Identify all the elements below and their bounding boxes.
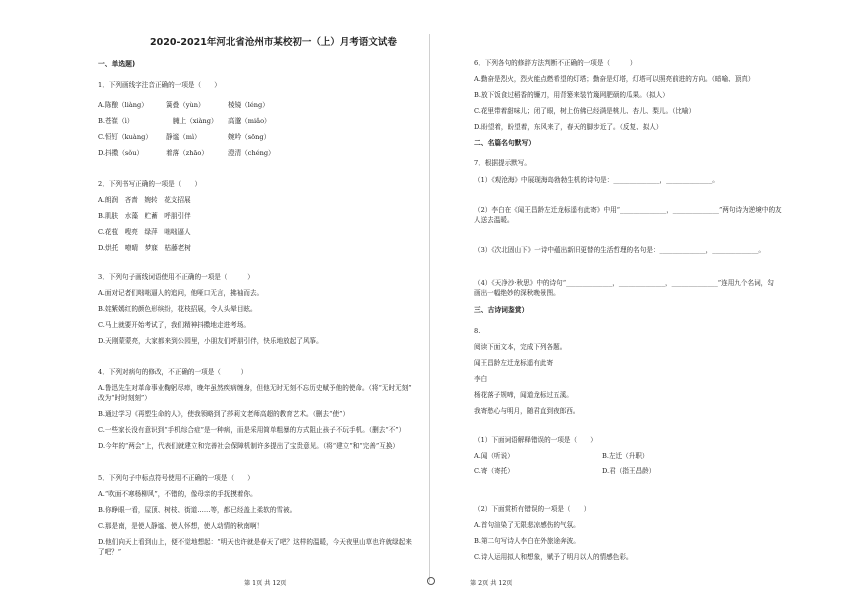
q3-option-a: A.面对记者们咄咄逼人的追问，他哑口无言，拂袖而去。 xyxy=(98,289,264,297)
q5-option-a: A.“吹面不寒杨柳风”，不错的，像母亲的手抚摸着你。 xyxy=(98,490,257,498)
q2-option-d: D.烘托 嘹晴 梦寐 枯藤老树 xyxy=(98,244,191,252)
q1-option-a2: 簧叠（yùn） xyxy=(166,101,205,109)
q7-sub1: （1）《观沧海》中展现海岛勃勃生机的诗句是：______________，______________。 xyxy=(474,176,719,184)
q8-sub2-option-c: C.诗人运用拟人和想象，赋予了明月以人的情感色彩。 xyxy=(474,553,633,561)
q4-option-b: B.通过学习《再塑生命的人》，使我领略到了莎莉文老师高超的教育艺术。（删去“使”） xyxy=(98,410,350,418)
exam-title: 2020-2021年河北省沧州市某校初一（上）月考语文试卷 xyxy=(150,37,397,48)
page-right xyxy=(430,0,860,608)
q8-sub1-option-c: C.寄（寄托） xyxy=(474,467,514,475)
q8-sub1-option-b: B.左迁（升职） xyxy=(602,452,649,460)
q3-option-d: D.天刚蒙蒙亮，大家都来到公园里，小朋友们呼朋引伴，快乐地放起了风筝。 xyxy=(98,337,323,345)
q8-sub2-stem: （2）下面赏析有错误的一项是（ ） xyxy=(474,505,591,513)
q5-stem: 5．下列句子中标点符号使用不正确的一项是（ ） xyxy=(98,474,254,482)
q1-option-b2: 臃上（xiàng） xyxy=(173,117,218,125)
page-number-left: 第 1页 共 12页 xyxy=(244,580,287,587)
q3-option-c: C.马上就要开始考试了，我们精神抖擞地走进考场。 xyxy=(98,321,250,329)
q8-sub1-option-d: D.君（指王昌龄） xyxy=(602,467,656,475)
q7-sub2-line2: 人送去温暖。 xyxy=(474,216,514,224)
section-poetry: 三、古诗词鉴赏） xyxy=(474,306,529,314)
q8-intro: 阅读下面文本，完成下列各题。 xyxy=(474,343,567,351)
q5-option-b: B.你睁眼一看，屋顶、树枝、街道……等，都已经盖上柔软的雪被。 xyxy=(98,506,297,514)
q6-option-d: D.盼望着，盼望着，东风来了，春天的脚步近了。（反复、拟人） xyxy=(474,123,663,131)
q6-option-a: A.勤奋是烈火，烈火能点燃希望的灯塔；勤奋是灯塔，灯塔可以照亮前进的方向。（暗喻、顶真） xyxy=(474,75,755,83)
q4-stem: 4．下列对病句的修改，不正确的一项是（ ） xyxy=(98,368,248,376)
q2-stem: 2．下列书写正确的一项是（ ） xyxy=(98,180,202,188)
q4-option-c: C.一些家长没有意识到“手机综合症”是一种病，而是采用简单粗暴的方式阻止孩子不玩手机。（删去“不”） xyxy=(98,426,406,434)
poem-line-1: 杨花落子规啼，闻道龙标过五溪。 xyxy=(474,391,573,399)
q7-sub2-line1: （2）李白在《闻王昌龄左迁龙标遥有此寄》中用“______________，______________”两句诗为逆境中的友 xyxy=(474,206,782,214)
q2-option-b: B.肌肤 水藻 贮蓄 呼朋引伴 xyxy=(98,212,191,220)
q8-sub2-option-b: B.第二句写诗人李白在外旅途奔波。 xyxy=(474,537,580,545)
poem-line-2: 我寄愁心与明月，随君直到夜郎西。 xyxy=(474,407,580,415)
q4-option-d: D.今年的“两会”上，代表们就建立和完善社会保障机制许多提出了宝贵意见。（将“建立”和“完善”互换） xyxy=(98,442,400,450)
q1-option-c2: 静谧（mì） xyxy=(166,133,201,141)
q1-option-a1: A.陈酿（liàng） xyxy=(98,101,148,109)
q5-option-d-line2: 了吧？” xyxy=(98,548,122,556)
q2-option-a: A.朗润 吝啬 婉转 花支招展 xyxy=(98,196,191,204)
q2-option-c: C.花苞 嗖亮 绿萍 咄咄逼人 xyxy=(98,228,191,236)
q7-sub4-line1: （4）《天净沙·秋思》中的诗句“______________，______________，______________”连用九个名词，勾 xyxy=(474,279,774,287)
q1-option-c1: C.恒钉（kuàng） xyxy=(98,133,152,141)
section-recitation: 二、名篇名句默写） xyxy=(474,139,536,147)
q7-stem: 7．根据提示默写。 xyxy=(474,159,531,167)
q1-option-d1: D.抖擞（sǒu） xyxy=(98,149,144,157)
q1-option-d3: 澄清（chéng） xyxy=(228,149,275,157)
q8-sub2-option-a: A.首句渲染了无限悲凉感伤的气氛。 xyxy=(474,521,580,529)
q6-option-b: B.放下饭食过稻香的镰刀，用背篓来装竹篾网肥硕的瓜果。（拟人） xyxy=(474,91,669,99)
q8-sub1-option-a: A.闻（听说） xyxy=(474,452,514,460)
poem-title: 闻王昌龄左迁龙标遥有此寄 xyxy=(474,359,554,367)
q3-option-b: B.姹紫嫣红的颜色形缤纷，花枝招展，令人头晕目眩。 xyxy=(98,305,257,313)
binding-hole-icon xyxy=(427,577,435,585)
q1-option-b3: 高邈（miǎo） xyxy=(228,117,271,125)
q7-sub3: （3）《次北固山下》一诗中蕴出新旧更替的生活哲理的名句是：______________，______________。 xyxy=(474,246,766,254)
q8-number: 8. xyxy=(474,327,481,335)
section-single-choice: 一、单选题) xyxy=(98,60,136,68)
q5-option-c: C.那是南，是使人静谧、使人怀想，使人动情的秋南啊！ xyxy=(98,522,264,530)
q1-option-d2: 着落（zhāo） xyxy=(166,149,208,157)
q7-sub4-line2: 画出一幅绝妙的深秋晚景图。 xyxy=(474,289,560,297)
q1-option-b1: B.苍崔（ì） xyxy=(98,117,134,125)
q1-option-c3: 婉吟（sōng） xyxy=(228,133,271,141)
q4-option-a-line2: 改为“时时刻刻”） xyxy=(98,394,151,402)
q3-stem: 3．下列句子画线词语使用不正确的一项是（ ） xyxy=(98,273,254,281)
poem-author: 李白 xyxy=(474,375,488,383)
q1-option-a3: 棱镜（léng） xyxy=(228,101,269,109)
q1-stem: 1．下列画线字注音正确的一项是（ ） xyxy=(98,81,221,89)
page-number-right: 第 2页 共 12页 xyxy=(470,580,513,587)
q6-stem: 6．下列各句的修辞方法判断不正确的一项是（ ） xyxy=(474,59,637,67)
q5-option-d-line1: D.他们向天上看到山上，便不觉地想起：“明天也许就是春天了吧？这样的温暖，今天夜里山草也许就绿起来 xyxy=(98,538,412,546)
q6-option-c: C.花里带着甜味儿；闭了眼，树上仿佛已经满是桃儿、杏儿、梨儿。（比喻） xyxy=(474,107,696,115)
q8-sub1-stem: （1）下面词语解释错误的一项是（ ） xyxy=(474,436,597,444)
q4-option-a-line1: A.鲁迅先生对革命事业鞠躬尽瘁，晚年虽然疾病缠身，但他无时无刻不忘历史赋予他的使命。（将“无时无刻” xyxy=(98,384,412,392)
